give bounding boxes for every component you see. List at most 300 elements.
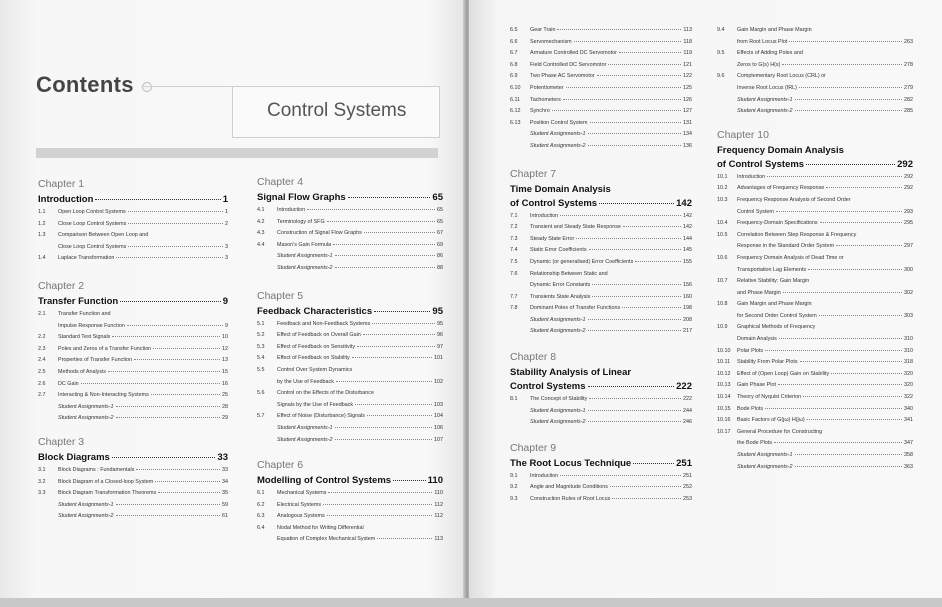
section-number: 7.3 (510, 235, 518, 242)
toc-entry[interactable] (38, 220, 228, 232)
toc-entry[interactable] (38, 243, 228, 255)
chapter-title-line[interactable] (510, 184, 692, 198)
section-page-number: 295 (904, 220, 913, 227)
toc-entry[interactable] (510, 270, 692, 282)
section-title: Student Assignments-2 (737, 463, 793, 470)
toc-entry[interactable] (717, 61, 913, 73)
toc-entry[interactable] (717, 335, 913, 347)
toc-entry[interactable] (717, 266, 913, 278)
toc-entry[interactable] (510, 72, 692, 84)
toc-entry[interactable] (38, 466, 228, 478)
toc-entry[interactable] (717, 416, 913, 428)
toc-entry[interactable] (38, 254, 228, 266)
toc-entry[interactable] (257, 378, 443, 390)
toc-entry[interactable] (510, 61, 692, 73)
section-title: Poles and Zeros of a Transfer Function (58, 345, 152, 352)
section-page-number: 88 (437, 264, 443, 271)
section-number: 10.11 (717, 359, 731, 366)
section-page-number: 2 (225, 220, 228, 227)
section-page-number: 65 (437, 207, 443, 213)
section-number: 5.6 (257, 390, 265, 397)
toc-entry[interactable] (510, 293, 692, 305)
dot-leader (81, 383, 220, 384)
chapter-title[interactable] (717, 159, 913, 173)
dot-leader (112, 336, 220, 337)
section-page-number: 3 (225, 243, 228, 250)
section-title: Student Assignments-1 (737, 452, 793, 458)
section-title: Frequency-Domain Specifications (737, 220, 818, 227)
section-page-number: 144 (683, 235, 692, 242)
toc-entry[interactable] (717, 358, 913, 370)
dot-leader (116, 257, 223, 258)
chapter-page-number: 292 (897, 158, 913, 170)
chapter-title[interactable] (257, 192, 443, 206)
assignment-entry[interactable] (717, 96, 913, 108)
section-number: 5.5 (257, 366, 265, 373)
dot-leader (128, 223, 223, 224)
section-page-number: 126 (683, 96, 692, 103)
toc-entry[interactable] (717, 289, 913, 301)
section-page-number: 251 (683, 472, 692, 479)
section-page-number: 253 (683, 496, 692, 503)
dot-leader (795, 454, 902, 455)
toc-entry[interactable] (510, 26, 692, 38)
section-page-number: 34 (222, 478, 228, 485)
toc-entry[interactable] (510, 84, 692, 96)
dot-leader (623, 226, 681, 227)
toc-entry[interactable] (510, 96, 692, 108)
section-page-number: 278 (904, 61, 913, 68)
toc-entry[interactable] (717, 173, 913, 185)
chapter-page-number: 9 (222, 295, 228, 307)
toc-entry[interactable] (257, 489, 443, 501)
section-page-number: 96 (437, 332, 443, 339)
toc-entry[interactable] (717, 428, 913, 440)
toc-entry[interactable] (717, 312, 913, 324)
toc-entry[interactable] (257, 512, 443, 524)
toc-entry[interactable] (717, 49, 913, 61)
section-number: 2.2 (38, 334, 46, 341)
section-number: 9.1 (510, 472, 518, 479)
section-title: Position Control System (530, 119, 588, 126)
chapter-title-text: of Control Systems (717, 158, 805, 170)
left-page (0, 0, 466, 600)
toc-entry[interactable] (717, 393, 913, 405)
section-page-number: 9 (225, 322, 228, 329)
section-page-number: 155 (683, 258, 692, 265)
toc-entry[interactable] (510, 281, 692, 293)
assignment-entry[interactable] (510, 327, 692, 339)
section-page-number: 119 (683, 50, 692, 57)
toc-entry[interactable] (257, 320, 443, 332)
chapter-title[interactable] (510, 458, 692, 472)
dot-leader (355, 404, 432, 405)
header-band (36, 148, 438, 158)
dot-leader (803, 396, 902, 397)
toc-entry[interactable] (257, 401, 443, 413)
section-title: Domain Analysis (737, 336, 777, 343)
section-number: 9.4 (717, 27, 725, 33)
assignment-entry[interactable] (257, 436, 443, 448)
section-number: 10.3 (717, 196, 728, 203)
toc-entry[interactable] (717, 300, 913, 312)
section-title: Student Assignments-1 (530, 131, 586, 138)
section-number: 10.10 (717, 347, 731, 354)
dot-leader (116, 406, 220, 407)
chapter-label: Chapter 7 (510, 167, 557, 180)
dot-leader (767, 176, 902, 177)
assignment-entry[interactable] (510, 407, 692, 419)
section-number: 10.17 (717, 428, 731, 435)
chapter-page-number: 65 (432, 192, 443, 203)
section-title: for Second Order Control System (737, 312, 817, 319)
toc-entry[interactable] (38, 368, 228, 380)
section-title: and Phase Margin (737, 289, 781, 296)
toc-entry[interactable] (717, 231, 913, 243)
dot-leader (588, 421, 681, 422)
chapter-7 (510, 168, 692, 340)
section-title: Theory of Nyquist Criterion (737, 394, 802, 401)
chapter-6 (257, 459, 443, 547)
section-number: 9.5 (717, 50, 725, 57)
toc-entry[interactable] (510, 304, 692, 316)
dot-leader (335, 267, 435, 268)
section-number: 7.1 (510, 212, 518, 219)
dot-leader (774, 442, 902, 443)
toc-entry[interactable] (510, 235, 692, 247)
chapter-page-number: 251 (676, 457, 692, 469)
assignment-entry[interactable] (510, 316, 692, 328)
toc-entry[interactable] (717, 347, 913, 359)
chapter-title-text: Block Diagrams (38, 451, 110, 463)
chapter-page-number: 95 (432, 305, 443, 317)
assignment-entry[interactable] (257, 264, 443, 276)
assignment-entry[interactable] (257, 252, 443, 264)
section-page-number: 67 (437, 230, 443, 237)
section-title: Student Assignments-1 (277, 424, 333, 431)
section-title: Close Loop Control Systems (58, 243, 127, 250)
dot-leader (128, 246, 223, 247)
chapter-title-text: The Root Locus Technique (510, 457, 632, 469)
section-page-number: 29 (222, 415, 228, 422)
chapter-title-text: Modelling of Control Systems (257, 475, 392, 487)
dot-leader (576, 238, 681, 239)
section-number: 3.3 (38, 490, 46, 497)
section-page-number: 322 (904, 394, 913, 401)
section-title: from Root Locus Plot (737, 38, 788, 45)
toc-entry[interactable] (717, 370, 913, 382)
chapter-title[interactable] (38, 296, 228, 310)
chapter-title-text: Introduction (38, 194, 94, 205)
toc-entry[interactable] (510, 246, 692, 258)
dot-leader (116, 417, 220, 418)
chapter-title[interactable] (257, 475, 443, 489)
section-title: Polar Plots (737, 347, 764, 354)
toc-entry[interactable] (717, 277, 913, 289)
dot-leader (619, 52, 682, 53)
assignment-entry[interactable] (38, 501, 228, 513)
dot-leader (563, 99, 681, 100)
chapter-title-text: Frequency Domain Analysis (717, 144, 844, 156)
assignment-entry[interactable] (257, 424, 443, 436)
toc-entry[interactable] (510, 38, 692, 50)
toc-entry[interactable] (717, 72, 913, 84)
dot-leader (819, 315, 902, 316)
toc-entry[interactable] (717, 208, 913, 220)
toc-entry[interactable] (257, 389, 443, 401)
toc-entry[interactable] (257, 412, 443, 424)
toc-entry[interactable] (257, 535, 443, 547)
section-page-number: 134 (683, 131, 692, 138)
section-title: Dominant Poles of Transfer Functions (530, 305, 621, 312)
section-title: Control System (737, 208, 774, 215)
toc-entry[interactable] (257, 354, 443, 366)
toc-entry[interactable] (257, 206, 443, 218)
dot-leader (622, 307, 681, 308)
chapter-label: Chapter 3 (38, 435, 85, 448)
section-number: 4.1 (257, 207, 265, 213)
chapter-title[interactable] (510, 381, 692, 395)
assignment-entry[interactable] (38, 512, 228, 524)
section-title: Armature Controlled DC Servomotor (530, 50, 617, 57)
section-page-number: 208 (683, 316, 692, 323)
dot-leader (795, 110, 902, 111)
section-page-number: 320 (904, 370, 913, 377)
toc-entry[interactable] (717, 26, 913, 38)
section-title: Effect of Noise (Disturbance) Signals (277, 413, 365, 420)
section-title: Transportation Lag Elements (737, 266, 807, 273)
toc-entry[interactable] (717, 381, 913, 393)
section-page-number: 121 (683, 61, 692, 68)
section-title: Bode Plots (737, 405, 764, 412)
section-title: by the Use of Feedback (277, 378, 334, 385)
section-title: Gear Train (530, 27, 556, 33)
section-title: Effect of Feedback on Sensitivity (277, 343, 356, 350)
dot-leader (590, 122, 681, 123)
section-page-number: 3 (225, 255, 228, 262)
toc-entry[interactable] (717, 405, 913, 417)
dot-leader (588, 386, 675, 387)
section-page-number: 101 (434, 355, 443, 362)
dot-leader (151, 394, 220, 395)
assignment-entry[interactable] (38, 403, 228, 415)
section-page-number: 285 (904, 108, 913, 115)
section-page-number: 142 (683, 224, 692, 231)
toc-entry[interactable] (257, 366, 443, 378)
section-title: Signals by the Use of Feedback (277, 401, 354, 408)
section-page-number: 1 (225, 209, 228, 215)
section-number: 5.3 (257, 343, 265, 350)
assignment-entry[interactable] (717, 463, 913, 475)
toc-entry[interactable] (510, 107, 692, 119)
dot-leader (327, 515, 433, 516)
section-page-number: 358 (904, 452, 913, 458)
section-title: The Concept of Stability (530, 396, 588, 403)
toc-entry[interactable] (717, 439, 913, 451)
section-title: Gain Phase Plot (737, 382, 776, 389)
chapter-title[interactable] (38, 194, 228, 208)
toc-entry[interactable] (717, 184, 913, 196)
section-number: 10.16 (717, 417, 731, 424)
toc-entry[interactable] (38, 231, 228, 243)
toc-entry[interactable] (510, 483, 692, 495)
section-number: 10.6 (717, 254, 728, 261)
chapter-label: Chapter 5 (257, 289, 304, 302)
section-page-number: 59 (222, 501, 228, 508)
dot-leader (765, 408, 902, 409)
toc-entry[interactable] (510, 49, 692, 61)
dot-leader (393, 480, 426, 481)
assignment-entry[interactable] (510, 130, 692, 142)
section-title: Block Diagrams : Fundamentals (58, 466, 135, 473)
toc-entry[interactable] (257, 229, 443, 241)
toc-entry[interactable] (38, 345, 228, 357)
toc-entry[interactable] (38, 310, 228, 322)
toc-entry[interactable] (257, 343, 443, 355)
toc-entry[interactable] (717, 254, 913, 266)
dot-leader (610, 486, 681, 487)
dot-leader (820, 222, 902, 223)
toc-entry[interactable] (257, 218, 443, 230)
toc-entry[interactable] (717, 84, 913, 96)
section-number: 10.2 (717, 185, 728, 192)
assignment-entry[interactable] (510, 418, 692, 430)
chapter-title-line[interactable] (717, 145, 913, 159)
chapter-label: Chapter 2 (38, 279, 85, 292)
toc-entry[interactable] (510, 395, 692, 407)
column-2 (257, 176, 443, 563)
toc-entry[interactable] (38, 489, 228, 501)
chapter-label: Chapter 1 (38, 178, 85, 190)
dot-leader (588, 319, 681, 320)
section-title: Student Assignments-2 (530, 328, 586, 335)
section-page-number: 95 (437, 320, 443, 327)
section-number: 2.1 (38, 310, 46, 317)
section-title: Basic Factors of G(jω) H(jω) (737, 417, 805, 424)
section-title: Transient and Steady State Response (530, 224, 621, 231)
dot-leader (328, 492, 432, 493)
toc-entry[interactable] (38, 356, 228, 368)
dot-leader (612, 498, 681, 499)
section-page-number: 61 (222, 513, 228, 520)
toc-entry[interactable] (38, 478, 228, 490)
dot-leader (588, 145, 681, 146)
assignment-entry[interactable] (38, 414, 228, 426)
assignment-entry[interactable] (510, 142, 692, 154)
section-number: 7.8 (510, 305, 518, 312)
toc-entry[interactable] (510, 223, 692, 235)
chapter-9-continued (717, 26, 913, 119)
section-page-number: 246 (683, 419, 692, 426)
section-title: Control on the Effects of the Disturbance (277, 390, 374, 397)
toc-entry[interactable] (717, 323, 913, 335)
section-title: Close Loop Control Systems (58, 220, 127, 227)
dot-leader (592, 284, 681, 285)
section-page-number: 160 (683, 293, 692, 300)
section-page-number: 33 (222, 466, 228, 473)
dot-leader (323, 504, 432, 505)
section-number: 2.3 (38, 345, 46, 352)
dot-leader (560, 475, 681, 476)
toc-entry[interactable] (38, 391, 228, 403)
dot-leader (795, 466, 902, 467)
toc-entry[interactable] (257, 501, 443, 513)
chapter-title-text: Transfer Function (38, 295, 119, 307)
chapter-title-line[interactable] (510, 367, 692, 381)
dot-leader (782, 64, 902, 65)
toc-entry[interactable] (38, 208, 228, 220)
section-number: 10.8 (717, 301, 728, 308)
section-page-number: 310 (904, 347, 913, 354)
toc-entry[interactable] (510, 258, 692, 270)
section-page-number: 104 (434, 413, 443, 420)
dot-leader (806, 164, 895, 165)
assignment-entry[interactable] (717, 451, 913, 463)
toc-entry[interactable] (510, 472, 692, 484)
section-title: Transients State Analysis (530, 293, 591, 300)
dot-leader (333, 244, 435, 245)
section-page-number: 125 (683, 84, 692, 91)
toc-entry[interactable] (38, 322, 228, 334)
section-number: 5.1 (257, 320, 265, 327)
toc-entry[interactable] (510, 212, 692, 224)
toc-entry[interactable] (717, 219, 913, 231)
section-title: Feedback and Non-Feedback Systems (277, 320, 371, 327)
toc-entry[interactable] (257, 524, 443, 536)
section-page-number: 127 (683, 108, 692, 115)
section-number: 6.6 (510, 38, 518, 45)
section-title: Nodal Method for Writing Differential (277, 524, 364, 531)
section-page-number: 222 (683, 396, 692, 403)
chapter-title[interactable] (510, 198, 692, 212)
toc-entry[interactable] (510, 119, 692, 131)
dot-leader (608, 64, 681, 65)
section-number: 7.7 (510, 293, 518, 300)
chapter-title[interactable] (38, 452, 228, 466)
chapter-label: Chapter 6 (257, 459, 304, 472)
section-title: DC Gain (58, 380, 79, 387)
toc-entry[interactable] (717, 196, 913, 208)
chapter-label: Chapter 8 (510, 351, 557, 364)
section-number: 6.8 (510, 61, 518, 68)
chapter-page-number: 33 (217, 451, 228, 463)
dot-leader (112, 457, 216, 458)
section-page-number: 103 (434, 401, 443, 408)
toc-entry[interactable] (257, 241, 443, 253)
toc-entry[interactable] (717, 38, 913, 50)
section-title: Student Assignments-1 (277, 253, 333, 260)
assignment-entry[interactable] (717, 107, 913, 119)
dot-leader (635, 261, 681, 262)
chapter-title[interactable] (257, 306, 443, 320)
chapter-2 (38, 280, 228, 426)
section-page-number: 293 (904, 208, 913, 215)
toc-entry[interactable] (510, 495, 692, 507)
section-title: Frequency Domain Analysis of Dead Time or (737, 254, 844, 261)
dot-leader (599, 203, 674, 204)
dot-leader (372, 323, 435, 324)
chapter-title-text: Stability Analysis of Linear (510, 367, 632, 379)
section-page-number: 65 (437, 218, 443, 225)
toc-entry[interactable] (38, 380, 228, 392)
column-4 (717, 26, 913, 490)
section-title: Dynamic Error Constants (530, 282, 591, 289)
toc-entry[interactable] (717, 242, 913, 254)
toc-entry[interactable] (257, 331, 443, 343)
toc-entry[interactable] (38, 333, 228, 345)
section-page-number: 97 (437, 343, 443, 350)
section-page-number: 110 (434, 490, 443, 497)
